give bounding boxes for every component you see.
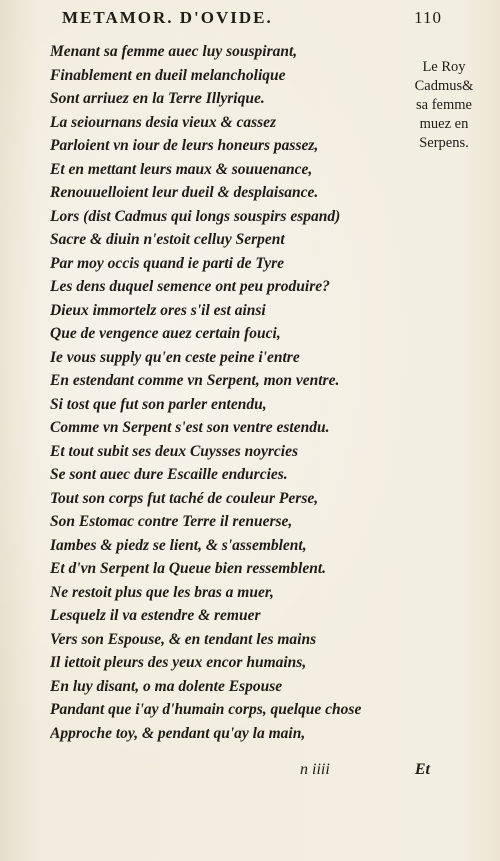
verse-line: Renouuelloient leur dueil & desplaisance.	[50, 184, 319, 201]
signature-mark: n iiii	[300, 761, 330, 778]
verse-line: Il iettoit pleurs des yeux encor humains,	[50, 654, 307, 671]
verse-line: En estendant comme vn Serpent, mon ventre.	[50, 372, 340, 389]
verse-line: Tout son corps fut taché de couleur Perse,	[50, 489, 319, 507]
margin-note-line: Le Roy	[422, 59, 466, 75]
page-header	[62, 8, 442, 34]
verse-line: Lors (dist Cadmus qui longs souspirs espand)	[50, 207, 341, 225]
margin-note	[396, 58, 492, 153]
verse-line: Et en mettant leurs maux & souuenance,	[50, 160, 313, 178]
verse-line: Ne restoit plus que les bras a muer,	[50, 583, 274, 601]
margin-note-line: sa femme	[416, 97, 472, 113]
verse-line: Sacre & diuin n'estoit celluy Serpent	[50, 231, 285, 248]
verse-line: Les dens duquel semence ont peu produire?	[50, 278, 330, 295]
margin-note-line: Serpens.	[419, 135, 469, 151]
verse-line: Iambes & piedz se lient, & s'assemblent,	[50, 536, 307, 554]
verse-line: Se sont auec dure Escaille endurcies.	[50, 466, 288, 483]
verse-line: Parloient vn iour de leurs honeurs passez,	[50, 137, 319, 154]
verse-line: Comme vn Serpent s'est son ventre estendu.	[50, 419, 330, 436]
page-number: 110	[414, 8, 442, 27]
verse-line: Ie vous supply qu'en ceste peine i'entre	[50, 348, 300, 366]
verse-line: Sont arriuez en la Terre Illyrique.	[50, 90, 265, 107]
verse-line: Dieux immortelz ores s'il est ainsi	[50, 301, 266, 319]
verse-line: Finablement en dueil melancholique	[50, 66, 286, 84]
margin-note-line: Cadmus&	[414, 78, 474, 94]
verse-line: Menant sa femme auec luy souspirant,	[50, 43, 298, 60]
verse-line: Pandant que i'ay d'humain corps, quelque chose	[50, 701, 362, 718]
verse-text	[50, 40, 410, 745]
verse-line: Que de vengence auez certain fouci,	[50, 325, 281, 342]
verse-line: Lesquelz il va estendre & remuer	[50, 607, 261, 624]
verse-line: Approche toy, & pendant qu'ay la main,	[50, 724, 306, 742]
verse-line: Son Estomac contre Terre il renuerse,	[50, 513, 293, 530]
margin-note-line: muez en	[419, 116, 469, 132]
catchword: Et	[414, 761, 430, 778]
verse-line: La seiournans desia vieux & cassez	[50, 113, 277, 131]
verse-line: Et tout subit ses deux Cuysses noyrcies	[50, 442, 299, 460]
verse-line: Et d'vn Serpent la Queue bien ressemblent.	[50, 560, 326, 577]
verse-line: Par moy occis quand ie parti de Tyre	[50, 254, 285, 272]
verse-line: Vers son Espouse, & en tendant les mains	[50, 630, 317, 648]
running-title: METAMOR. D'OVIDE.	[62, 8, 273, 27]
verse-line: En luy disant, o ma dolente Espouse	[50, 677, 283, 695]
verse-line: Si tost que fut son parler entendu,	[50, 395, 267, 413]
page-footer	[300, 761, 430, 785]
